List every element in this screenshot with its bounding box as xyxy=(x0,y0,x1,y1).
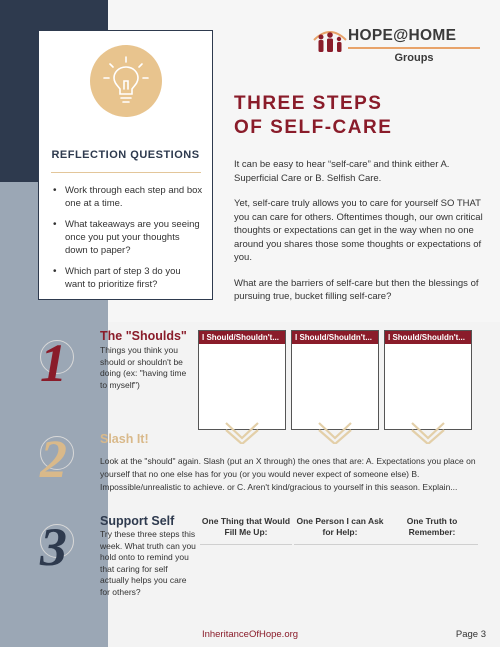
reflection-list xyxy=(53,184,203,299)
list-item: • Work through each step and box one at a time. xyxy=(53,184,203,210)
logo-underline xyxy=(348,47,480,49)
step-2-title: Slash It! xyxy=(100,432,149,446)
reflection-card xyxy=(38,30,213,300)
page-number: Page 3 xyxy=(455,629,486,640)
step-3-number: 3 xyxy=(40,517,67,577)
chevron-down-icon xyxy=(409,418,447,444)
column-fill-me-up: One Thing that Would Fill Me Up: xyxy=(201,516,291,537)
intro-text xyxy=(234,158,484,316)
card-title: REFLECTION QUESTIONS xyxy=(51,149,200,161)
step-1-number: 1 xyxy=(40,333,67,393)
should-box-3[interactable] xyxy=(384,330,472,430)
should-box-2[interactable] xyxy=(291,330,379,430)
column-divider xyxy=(200,544,292,545)
step-1-description: Things you think you should or shouldn't be doing (ex: "having time to myself") xyxy=(100,345,187,390)
should-box-label: I Should/Shouldn't... xyxy=(199,331,285,344)
step-3-title: Support Self xyxy=(100,514,175,528)
intro-paragraph-1: It can be easy to hear “self-care” and think either A. Superficial Care or B. Selfish Care. xyxy=(234,159,450,184)
step-2-description: Look at the "should" again. Slash (put an X through) the ones that are: A. Expectations you place on yourself that no one else has for you (or you would never expect of someone else) B. Impossible/unrealistic to achieve. or C. Aren't kind/gracious to yourself in this season. Explain... xyxy=(100,456,476,492)
column-divider xyxy=(294,544,386,545)
step-2-number: 2 xyxy=(40,429,67,489)
should-box-label: I Should/Shouldn't... xyxy=(292,331,378,344)
column-ask-for-help: One Person I can Ask for Help: xyxy=(296,516,384,537)
brand-logo-text: HOPE@HOME xyxy=(348,27,457,44)
family-logo-icon xyxy=(312,26,348,54)
title-line-2: OF SELF-CARE xyxy=(234,117,393,138)
should-box-1[interactable] xyxy=(198,330,286,430)
brand-subtitle: Groups xyxy=(394,52,434,64)
page-title xyxy=(234,92,484,140)
lightbulb-icon xyxy=(90,45,162,117)
should-box-label: I Should/Shouldn't... xyxy=(385,331,471,344)
column-truth-to-remember: One Truth to Remember: xyxy=(406,516,458,537)
step-3-description: Try these three steps this week. What truth can you hold onto to remind you that caring for self actually helps you care for others? xyxy=(100,529,196,597)
list-item: • Which part of step 3 do you want to prioritize first? xyxy=(53,265,203,291)
intro-paragraph-3: What are the barriers of self-care but then the blessings of pursuing true, bucket filling self-care? xyxy=(234,277,479,302)
chevron-down-icon xyxy=(223,418,261,444)
title-line-1: THREE STEPS xyxy=(234,93,383,114)
list-item: • What takeaways are you seeing once you put your thoughts down to paper? xyxy=(53,218,203,257)
footer-website-link[interactable]: InheritanceOfHope.org xyxy=(201,629,299,640)
chevron-down-icon xyxy=(316,418,354,444)
card-divider xyxy=(51,172,201,173)
intro-paragraph-2: Yet, self-care truly allows you to care for yourself SO THAT you can care for others. Oftentimes though, our own critical thoughts or expectations can get in the way when no one around you shares those some thoughts or expectations of you. xyxy=(234,198,483,263)
step-1-title: The "Shoulds" xyxy=(100,329,187,343)
column-divider xyxy=(386,544,478,545)
